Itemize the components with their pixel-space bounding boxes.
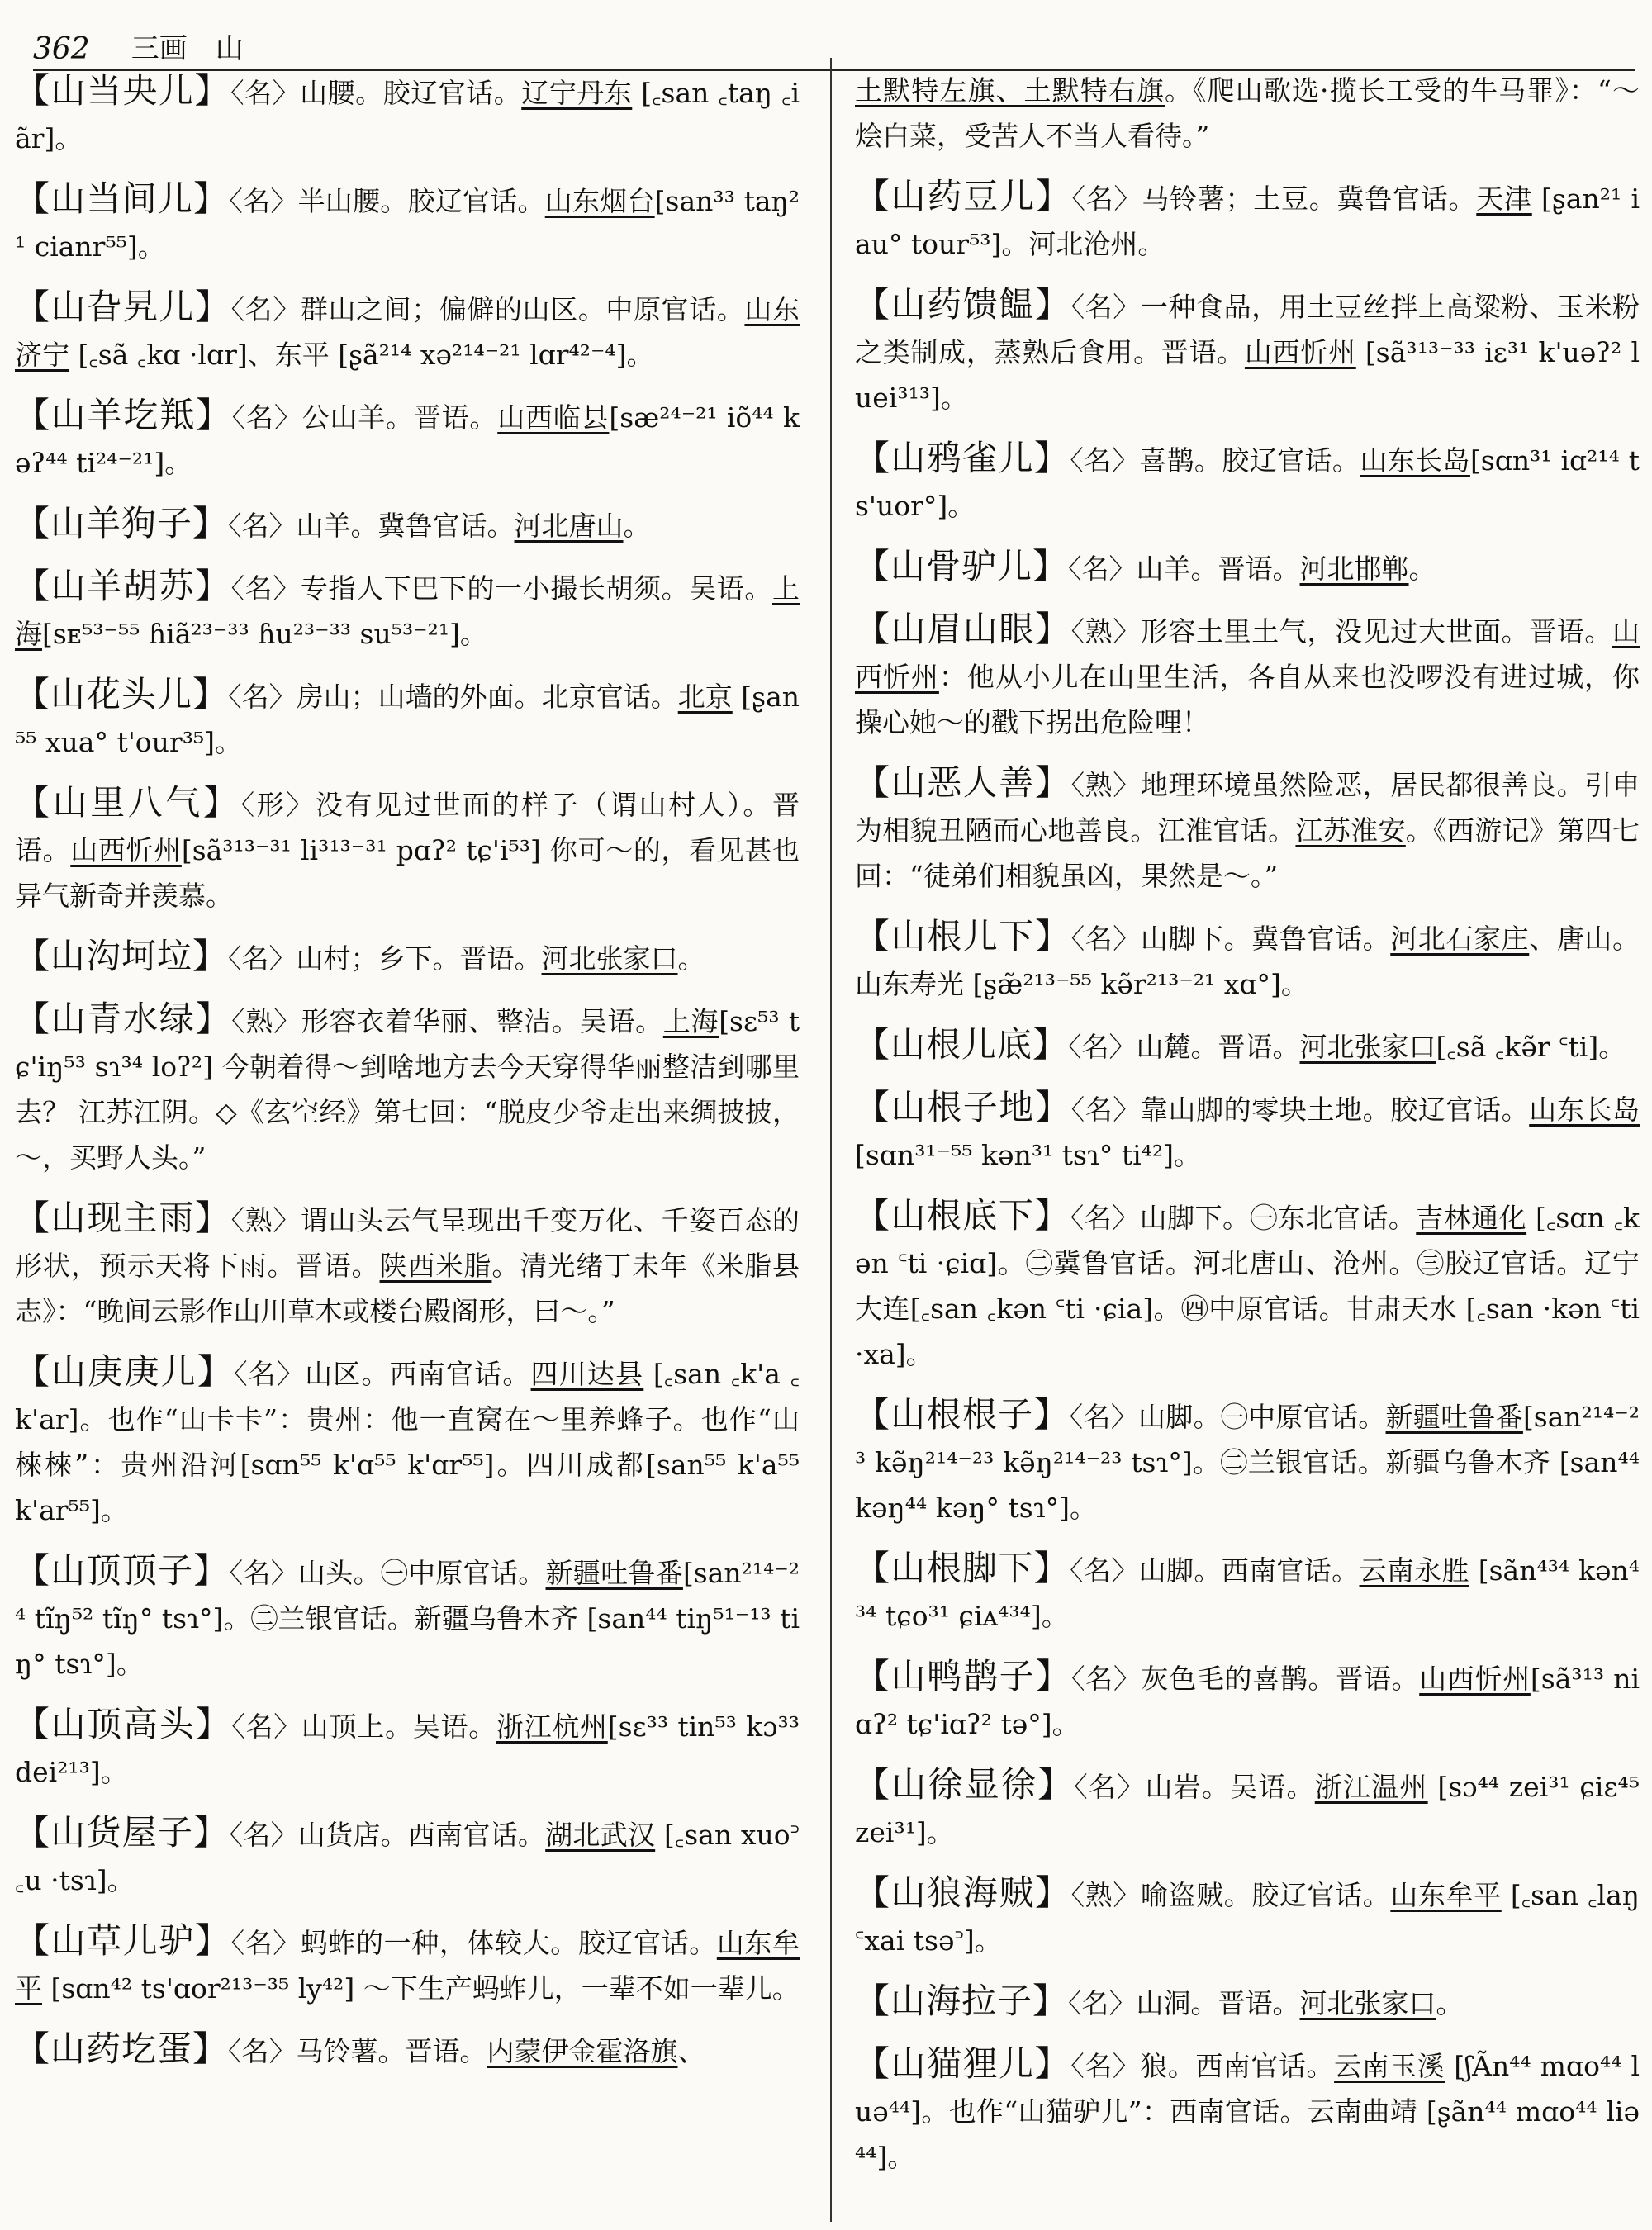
part-of-speech: 〈名〉 xyxy=(1070,291,1141,323)
entry-pronunciation: 。 xyxy=(1436,1987,1464,2019)
part-of-speech: 〈名〉 xyxy=(1074,1771,1146,1803)
entry-location: 新疆吐鲁番 xyxy=(545,1557,683,1589)
entry-pronunciation: [sɑn³¹⁻⁵⁵ kən³¹ tsɿ° ti⁴²]。 xyxy=(855,1139,1202,1171)
entry-location: 河北张家口 xyxy=(541,942,678,975)
entry-location: 山东长岛 xyxy=(1529,1094,1640,1126)
part-of-speech: 〈名〉 xyxy=(229,1819,298,1851)
entry-pronunciation: [꜀san ꜀taŋ ꜀iãr]。 xyxy=(15,77,800,154)
part-of-speech: 〈熟〉 xyxy=(231,1005,301,1037)
part-of-speech: 〈名〉 xyxy=(234,1358,306,1390)
entry-pronunciation: 。 xyxy=(623,510,651,542)
entry-pronunciation: 、 xyxy=(677,2035,705,2067)
entry-pronunciation: [san³³ taŋ²¹ cianr⁵⁵]。 xyxy=(15,185,800,263)
part-of-speech: 〈名〉 xyxy=(228,2035,297,2067)
dictionary-entry xyxy=(15,2026,800,2074)
part-of-speech: 〈名〉 xyxy=(229,185,298,217)
entry-location: 新疆吐鲁番 xyxy=(1385,1401,1523,1433)
part-of-speech: 〈名〉 xyxy=(231,401,302,434)
entry-headword: 【山顶顶子】 xyxy=(15,1550,230,1591)
part-of-speech: 〈名〉 xyxy=(1071,183,1142,215)
entry-definition: 公山羊。晋语。 xyxy=(301,401,498,434)
entry-definition: 喻盗贼。胶辽官话。 xyxy=(1140,1879,1391,1911)
part-of-speech: 〈名〉 xyxy=(1069,1401,1139,1433)
entry-headword: 【山羊圪羝】 xyxy=(15,395,232,435)
entry-location: 上海 xyxy=(15,572,800,650)
dictionary-entry xyxy=(15,1701,800,1795)
dictionary-entry xyxy=(15,563,800,657)
entry-definition: 狼。西南官话。 xyxy=(1140,2050,1335,2082)
entry-pronunciation: [san²¹⁴⁻²³ kə̃ŋ²¹⁴⁻²³ kə̃ŋ²¹⁴⁻²³ tsɿ°]。㊁兰银官话。新疆乌鲁木齐 [san⁴⁴ kəŋ⁴⁴ kəŋ° tsɿ°]。 xyxy=(855,1401,1640,1524)
entry-headword: 【山里八气】 xyxy=(15,782,241,823)
entry-pronunciation: [sã³¹³⁻³³ iɛ³¹ k'uəʔ² luei³¹³]。 xyxy=(855,336,1640,414)
entry-pronunciation: [ʂan²¹ iau° tour⁵³]。河北沧州。 xyxy=(855,183,1640,260)
entry-definition: 山脚下。冀鲁官话。 xyxy=(1140,923,1391,955)
dictionary-entry xyxy=(15,176,800,269)
dictionary-entry xyxy=(855,1545,1640,1639)
entry-definition: 半山腰。胶辽官话。 xyxy=(297,185,545,217)
column-divider xyxy=(830,58,832,2222)
entry-headword: 【山现主雨】 xyxy=(15,1198,231,1238)
entry-definition: 山腰。胶辽官话。 xyxy=(300,77,522,109)
entry-definition: 靠山脚的零块土地。胶辽官话。 xyxy=(1140,1094,1530,1126)
entry-definition: 山麓。晋语。 xyxy=(1136,1031,1300,1063)
dictionary-entry xyxy=(855,1022,1640,1070)
entry-location: 山东牟平 xyxy=(15,1927,800,2005)
entry-headword: 【山羊狗子】 xyxy=(15,503,229,543)
part-of-speech: 〈名〉 xyxy=(1070,2050,1141,2082)
entry-location: 山西忻州 xyxy=(1419,1663,1531,1695)
entry-definition: 山岩。吴语。 xyxy=(1145,1771,1315,1803)
entry-definition: 山脚下。㊀东北官话。 xyxy=(1139,1202,1417,1234)
dictionary-entry xyxy=(855,1392,1640,1530)
entry-headword: 【山根儿底】 xyxy=(855,1024,1069,1065)
entry-headword: 【山鸭鹊子】 xyxy=(855,1656,1072,1696)
dictionary-entry xyxy=(855,173,1640,267)
entry-headword: 【山药圪蛋】 xyxy=(15,2028,229,2069)
dictionary-entry xyxy=(15,780,800,918)
entry-location: 山东牟平 xyxy=(1390,1879,1502,1911)
entry-pronunciation: [sã³¹³⁻³¹ li³¹³⁻³¹ pɑʔ² tɕ'i⁵³] 你可～的，看见甚也异气新奇并羡慕。 xyxy=(15,834,800,912)
entry-location: 云南玉溪 xyxy=(1334,2050,1446,2082)
entry-pronunciation: [꜀sɑn ꜀kən ꜂ti ·ɕiɑ]。㊁冀鲁官话。河北唐山、沧州。㊂胶辽官话。辽宁大连[꜀san ꜀kən ꜂ti ·ɕia]。㊃中原官话。甘肃天水 [꜀san ·kən ꜂ti ·xa]。 xyxy=(855,1202,1640,1370)
entry-pronunciation: 。《爬山歌选·揽长工受的牛马罪》：“～烩白菜，受苦人不当人看待。” xyxy=(855,74,1640,152)
dictionary-entry xyxy=(855,282,1640,420)
part-of-speech: 〈名〉 xyxy=(229,1557,299,1589)
page-header xyxy=(33,17,1635,71)
dictionary-entry xyxy=(855,68,1640,159)
entry-pronunciation: [sã³¹³ niɑʔ² tɕ'iɑʔ² tə°]。 xyxy=(855,1663,1640,1740)
entry-pronunciation: [sãn⁴³⁴ kən⁴³⁴ tɕo³¹ ɕiᴀ⁴³⁴]。 xyxy=(855,1554,1640,1632)
entry-pronunciation: [san²¹⁴⁻²⁴ tĩŋ⁵² tĩŋ° tsɿ°]。㊁兰银官话。新疆乌鲁木齐 [san⁴⁴ tiŋ⁵¹⁻¹³ tiŋ° tsɿ°]。 xyxy=(15,1557,800,1680)
entry-headword: 【山花头儿】 xyxy=(15,674,229,714)
entry-headword: 【山货屋子】 xyxy=(15,1812,230,1853)
entry-headword: 【山药豆儿】 xyxy=(855,176,1072,216)
entry-headword: 【山鸦雀儿】 xyxy=(855,438,1070,478)
entry-definition: 群山之间；偏僻的山区。中原官话。 xyxy=(300,293,745,325)
entry-headword: 【山根脚下】 xyxy=(855,1548,1070,1588)
entry-pronunciation: 。清光绪丁未年《米脂县志》：“晚间云影作山川草木或楼台殿阁形，曰～。” xyxy=(15,1250,800,1327)
entry-definition: 山脚。西南官话。 xyxy=(1138,1554,1360,1587)
part-of-speech: 〈名〉 xyxy=(1070,444,1140,477)
entry-headword: 【山庚庚儿】 xyxy=(15,1351,235,1392)
dictionary-entry xyxy=(15,1810,800,1903)
entry-location: 天津 xyxy=(1476,183,1532,215)
entry-headword: 【山根子地】 xyxy=(855,1087,1071,1127)
part-of-speech: 〈熟〉 xyxy=(1070,769,1141,801)
dictionary-entry xyxy=(15,1548,800,1687)
dictionary-entry xyxy=(855,1654,1640,1747)
dictionary-entry xyxy=(855,913,1640,1007)
entry-location: 河北唐山 xyxy=(514,510,624,542)
part-of-speech: 〈名〉 xyxy=(230,77,301,109)
entry-location: 河北张家口 xyxy=(1299,1031,1436,1063)
part-of-speech: 〈名〉 xyxy=(1070,923,1141,955)
entry-pronunciation: 、唐山。山东寿光 [ʂæ̃²¹³⁻⁵⁵ kə̃r²¹³⁻²¹ xɑ°]。 xyxy=(855,923,1640,1000)
entry-location: 内蒙伊金霍洛旗 xyxy=(487,2035,678,2067)
page-number: 362 xyxy=(33,32,90,66)
dictionary-entry xyxy=(15,501,800,548)
dictionary-entry xyxy=(855,1084,1640,1178)
entry-location: 河北张家口 xyxy=(1299,1987,1436,2019)
entry-definition: 山洞。晋语。 xyxy=(1136,1987,1300,2019)
entry-location: 山东济宁 xyxy=(15,293,800,371)
entry-pronunciation: [sɔ⁴⁴ zei³¹ ɕiɛ⁴⁵ zei³¹]。 xyxy=(855,1771,1640,1848)
part-of-speech: 〈名〉 xyxy=(231,1710,301,1743)
entry-definition: 山区。西南官话。 xyxy=(305,1358,531,1390)
entry-location: 湖北武汉 xyxy=(545,1819,656,1851)
entry-location: 北京 xyxy=(677,681,733,713)
entry-pronunciation: [sɛ³³ tin⁵³ kɔ³³ dei²¹³]。 xyxy=(15,1710,800,1788)
entry-pronunciation: [sɑn³¹ iɑ²¹⁴ ts'uor°]。 xyxy=(855,444,1640,522)
part-of-speech: 〈名〉 xyxy=(1071,1663,1142,1695)
dictionary-entry xyxy=(15,671,800,765)
entry-headword: 【山草儿驴】 xyxy=(15,1920,231,1961)
entry-location: 河北邯郸 xyxy=(1299,553,1409,585)
dictionary-entry xyxy=(855,606,1640,745)
entry-headword: 【山猫狸儿】 xyxy=(855,2043,1071,2084)
entry-pronunciation: 。《西游记》第四七回：“徒弟们相貌虽凶，果然是～。” xyxy=(855,814,1640,892)
entry-location: 山西临县 xyxy=(497,401,610,434)
entry-headword: 【山根儿下】 xyxy=(855,916,1071,956)
dictionary-entry xyxy=(855,1870,1640,1963)
part-of-speech: 〈熟〉 xyxy=(230,1204,301,1236)
part-of-speech: 〈名〉 xyxy=(1068,553,1137,585)
entry-headword: 【山海拉子】 xyxy=(855,1981,1069,2021)
entry-definition: 蚂蚱的一种，体较大。胶辽官话。 xyxy=(300,1927,717,1959)
entry-definition: 一种食品，用土豆丝拌上高粱粉、玉米粉之类制成，蒸熟后食用。晋语。 xyxy=(855,291,1640,368)
entry-pronunciation: [sɛ⁵³ tɕ'iŋ⁵³ sɿ³⁴ loʔ²] 今朝着得～到啥地方去今天穿得华丽整洁到哪里去？ 江苏江阴。◇《玄空经》第七回：“脱皮少爷走出来绸披披，～，买野人头。” xyxy=(15,1005,800,1174)
dictionary-entry xyxy=(855,760,1640,899)
entry-headword: 【山当央儿】 xyxy=(15,70,231,111)
entry-definition: 房山；山墙的外面。北京官话。 xyxy=(296,681,678,713)
entry-location: 山东长岛 xyxy=(1360,444,1470,477)
entry-location: 吉林通化 xyxy=(1416,1202,1527,1234)
entry-definition: 喜鹊。胶辽官话。 xyxy=(1139,444,1360,477)
entry-headword: 【山青水绿】 xyxy=(15,999,232,1039)
dictionary-entry xyxy=(15,68,800,161)
entry-headword: 【山根根子】 xyxy=(855,1394,1070,1435)
entry-headword: 【山羊胡苏】 xyxy=(15,566,231,606)
entry-pronunciation: [sæ²⁴⁻²¹ iõ⁴⁴ kəʔ⁴⁴ ti²⁴⁻²¹]。 xyxy=(15,401,800,479)
part-of-speech: 〈名〉 xyxy=(1070,1554,1139,1587)
entry-definition: 山羊。晋语。 xyxy=(1136,553,1300,585)
entry-definition: 灰色毛的喜鹊。晋语。 xyxy=(1141,1663,1420,1695)
part-of-speech: 〈名〉 xyxy=(228,681,297,713)
entry-pronunciation: 。 xyxy=(1408,553,1436,585)
dictionary-entry xyxy=(15,1918,800,2011)
entry-headword: 【山沟坷垃】 xyxy=(15,936,229,976)
part-of-speech: 〈熟〉 xyxy=(1070,615,1141,648)
entry-definition: 山头。㊀中原官话。 xyxy=(298,1557,546,1589)
section-title: 三画 山 xyxy=(131,32,244,65)
entry-definition: 形容土里土气，没见过大世面。晋语。 xyxy=(1140,615,1612,648)
dictionary-entry xyxy=(15,1195,800,1334)
entry-location: 山西忻州 xyxy=(1244,336,1356,368)
entry-location: 山西忻州 xyxy=(70,834,182,866)
entry-definition: 谓山头云气呈现出千变万化、千姿百态的形状，预示天将下雨。晋语。 xyxy=(15,1204,800,1282)
entry-pronunciation: [꜀san ꜀k'a ꜀k'ar]。也作“山卡卡”：贵州：他一直窝在～里养蜂子。也作“山棶棶”：贵州沿河[sɑn⁵⁵ k'ɑ⁵⁵ k'ɑr⁵⁵]。四川成都[san⁵⁵ k'a⁵⁵ k'ar⁵⁵]。 xyxy=(15,1358,800,1526)
dictionary-entry xyxy=(855,435,1640,529)
entry-location: 陕西米脂 xyxy=(379,1250,492,1282)
entry-definition: 没有见过世面的样子（谓山村人）。晋语。 xyxy=(15,789,800,866)
part-of-speech: 〈名〉 xyxy=(228,942,297,975)
entry-definition: 山顶上。吴语。 xyxy=(301,1710,496,1743)
part-of-speech: 〈名〉 xyxy=(230,1927,301,1959)
part-of-speech: 〈名〉 xyxy=(1070,1202,1140,1234)
dictionary-entry xyxy=(855,1978,1640,2026)
entry-pronunciation: ：他从小儿在山里生活，各自从来也没啰没有进过城，你操心她～的戳下拐出危险哩！ xyxy=(855,661,1640,738)
entry-pronunciation: [sɑn⁴² ts'ɑor²¹³⁻³⁵ ly⁴²] ～下生产蚂蚱儿，一辈不如一辈儿。 xyxy=(42,1972,800,2005)
entry-location: 土默特左旗、土默特右旗 xyxy=(855,74,1165,107)
entry-pronunciation: [ʂan⁵⁵ xua° t'our³⁵]。 xyxy=(15,681,800,758)
dictionary-entry xyxy=(15,933,800,981)
dictionary-entry xyxy=(855,2041,1640,2180)
part-of-speech: 〈名〉 xyxy=(1068,1031,1137,1063)
part-of-speech: 〈熟〉 xyxy=(1070,1879,1141,1911)
dictionary-entry xyxy=(855,543,1640,591)
entry-location: 上海 xyxy=(662,1005,719,1037)
entry-location: 山西忻州 xyxy=(855,615,1640,693)
entry-pronunciation: [sᴇ⁵³⁻⁵⁵ ɦiã²³⁻³³ ɦu²³⁻³³ su⁵³⁻²¹]。 xyxy=(42,618,487,650)
entry-headword: 【山旮旯儿】 xyxy=(15,287,231,327)
entry-headword: 【山当间儿】 xyxy=(15,178,230,219)
entry-headword: 【山眉山眼】 xyxy=(855,609,1071,649)
entry-headword: 【山狼海贼】 xyxy=(855,1872,1071,1913)
entry-headword: 【山恶人善】 xyxy=(855,762,1071,803)
dictionary-entry xyxy=(15,392,800,486)
part-of-speech: 〈形〉 xyxy=(240,789,316,821)
entry-definition: 山村；乡下。晋语。 xyxy=(296,942,542,975)
part-of-speech: 〈名〉 xyxy=(230,572,301,605)
entry-location: 江苏淮安 xyxy=(1295,814,1406,847)
right-column xyxy=(855,68,1640,2215)
dictionary-entry xyxy=(15,284,800,377)
entry-pronunciation: [꜀sã ꜀kɑ ·lɑr]、东平 [ʂã²¹⁴ xə²¹⁴⁻²¹ lɑr⁴²⁻⁴]。 xyxy=(69,339,654,371)
entry-pronunciation: [꜀san ꜀laŋ ꜂xai tsə꜄]。 xyxy=(855,1879,1640,1957)
entry-definition: 山羊。冀鲁官话。 xyxy=(296,510,515,542)
entry-location: 浙江杭州 xyxy=(496,1710,608,1743)
dictionary-entry xyxy=(15,996,800,1180)
dictionary-entry xyxy=(15,1349,800,1533)
entry-headword: 【山药馈饂】 xyxy=(855,284,1071,325)
left-column xyxy=(15,68,800,2215)
dictionary-entry xyxy=(855,1193,1640,1377)
entry-location: 辽宁丹东 xyxy=(521,77,633,109)
entry-location: 四川达县 xyxy=(530,1358,644,1390)
dictionary-entry xyxy=(855,1762,1640,1855)
entry-location: 河北石家庄 xyxy=(1390,923,1530,955)
entry-headword: 【山根底下】 xyxy=(855,1195,1070,1236)
entry-headword: 【山骨驴儿】 xyxy=(855,546,1069,586)
entry-headword: 【山徐显徐】 xyxy=(855,1764,1075,1805)
entry-definition: 山货店。西南官话。 xyxy=(297,1819,546,1851)
entry-location: 云南永胜 xyxy=(1359,1554,1469,1587)
entry-definition: 形容衣着华丽、整洁。吴语。 xyxy=(301,1005,663,1037)
entry-pronunciation: [ʃÃn⁴⁴ mɑo⁴⁴ luə⁴⁴]。也作“山猫驴儿”：西南官话。云南曲靖 [ʂãn⁴⁴ mɑo⁴⁴ liə⁴⁴]。 xyxy=(855,2050,1640,2173)
entry-pronunciation: 。 xyxy=(677,942,705,975)
entry-pronunciation: [꜀san xuo꜄ ꜀u ·tsɿ]。 xyxy=(15,1819,800,1896)
part-of-speech: 〈名〉 xyxy=(230,293,301,325)
part-of-speech: 〈名〉 xyxy=(228,510,297,542)
part-of-speech: 〈名〉 xyxy=(1068,1987,1137,2019)
entry-definition: 马铃薯；土豆。冀鲁官话。 xyxy=(1142,183,1477,215)
entry-definition: 马铃薯。晋语。 xyxy=(296,2035,487,2067)
entry-location: 浙江温州 xyxy=(1314,1771,1428,1803)
entry-location: 山东烟台 xyxy=(544,185,655,217)
entry-headword: 【山顶高头】 xyxy=(15,1704,232,1744)
entry-definition: 山脚。㊀中原官话。 xyxy=(1138,1401,1386,1433)
part-of-speech: 〈名〉 xyxy=(1070,1094,1141,1126)
entry-definition: 地理环境虽然险恶，居民都很善良。引申为相貌丑陋而心地善良。江淮官话。 xyxy=(855,769,1640,847)
entry-definition: 专指人下巴下的一小撮长胡须。吴语。 xyxy=(300,572,772,605)
entry-pronunciation: [꜀sã ꜀kə̃r ꜂ti]。 xyxy=(1436,1031,1626,1063)
